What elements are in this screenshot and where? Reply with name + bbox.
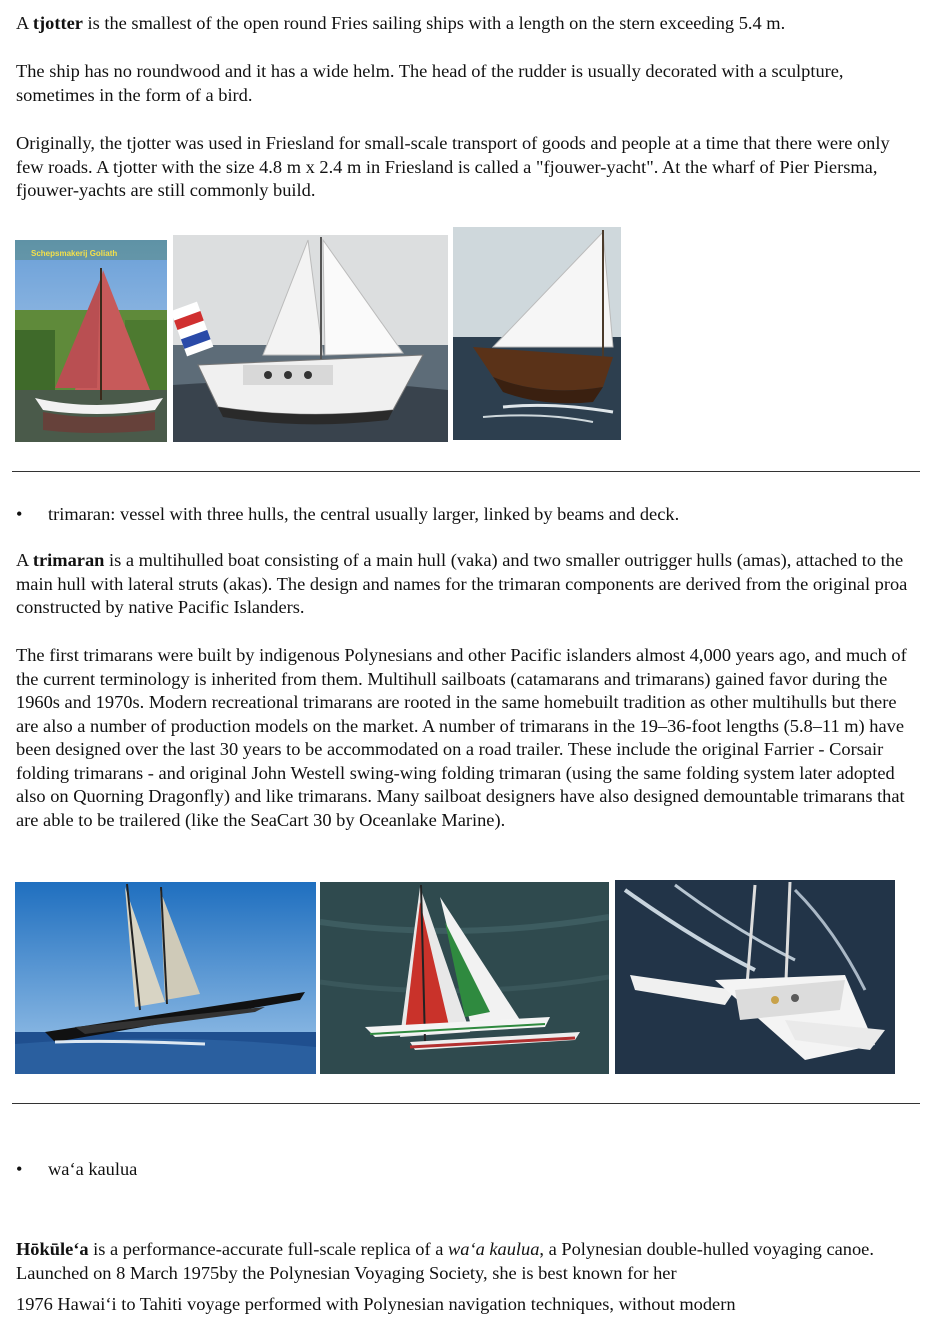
photo-modern-tjotter-sailing [173, 235, 448, 442]
tjotter-intro-paragraph: A tjotter is the smallest of the open round Fries sailing ships with a length on the stern exceeding 5.4 m. [16, 13, 786, 33]
waa-kaulua-bullet-text: wa‘a kaulua [48, 1159, 138, 1179]
photo-wooden-tjotter-sailing [453, 227, 621, 440]
bullet-symbol: • [16, 504, 23, 524]
tjotter-history-paragraph: Originally, the tjotter was used in Friesland for small-scale transport of goods and people at a time that there were only few roads. A tjotter with the size 4.8 m x 2.4 m in Friesland is called a "fjouwer-yacht". At the wharf of Pier Piersma, fjouwer-yachts are still commonly build. [16, 133, 890, 200]
tjotter-rudder-paragraph: The ship has no roundwood and it has a wide helm. The head of the rudder is usually decorated with a sculpture, sometimes in the form of a bird. [16, 61, 844, 105]
photo-red-sail-tjotter [15, 240, 167, 442]
tjotter-term: tjotter [32, 13, 83, 33]
trimaran-term: trimaran [32, 550, 105, 570]
trimaran-intro-paragraph: A trimaran is a multihulled boat consisting of a main hull (vaka) and two smaller outrigger hulls (amas), attached to the main hull with lateral struts (akas). The design and names for the trimaran components are derived from the original proa constructed by native Pacific Islanders. [16, 550, 908, 617]
photo-white-trimaran-aerial [615, 880, 895, 1074]
bullet-symbol: • [16, 1159, 23, 1179]
waa-kaulua-bullet [16, 1158, 921, 1182]
photo-oman-trimaran [320, 882, 609, 1074]
photo-caption: Schepsmakerij Goliath [31, 249, 118, 258]
hokulea-paragraph: Hōkūleʻa is a performance-accurate full-scale replica of a waʻa kaulua, a Polynesian double-hulled voyaging canoe. Launched on 8 March 1975by the Polynesian Voyaging Society, she is best known for her [16, 1239, 874, 1283]
trimaran-bullet [16, 503, 921, 527]
photo-racing-trimaran [15, 882, 316, 1074]
trimaran-history-paragraph: The first trimarans were built by indigenous Polynesians and other Pacific islanders almost 4,000 years ago, and much of the current terminology is inherited from them. Multihull sailboats (catamarans and trimarans) gained favor during the 1960s and 1970s. Modern recreational trimarans are rooted in the same homebuilt tradition as other multihulls but there are also a number of production models on the market. A number of trimarans in the 19–36-foot lengths (5.8–11 m) have been designed over the last 30 years to be accommodated on a road trailer. These include the original Farrier - Corsair folding trimarans - and original John Westell swing-wing folding trimaran (using the same folding system later adopted also on Quorning Dragonfly) and like trimarans. Many sailboat designers have also designed demountable trimarans that are able to be trailered (like the SeaCart 30 by Oceanlake Marine). [16, 645, 907, 830]
hokulea-paragraph-continued: 1976 Hawaiʻi to Tahiti voyage performed with Polynesian navigation techniques, without modern [16, 1294, 736, 1314]
hokulea-term: Hōkūleʻa [16, 1239, 89, 1259]
section-divider [12, 1103, 920, 1104]
waa-kaulua-term: waʻa kaulua [447, 1239, 540, 1259]
trimaran-bullet-text: trimaran: vessel with three hulls, the central usually larger, linked by beams and deck. [48, 504, 680, 524]
section-divider [12, 471, 920, 472]
